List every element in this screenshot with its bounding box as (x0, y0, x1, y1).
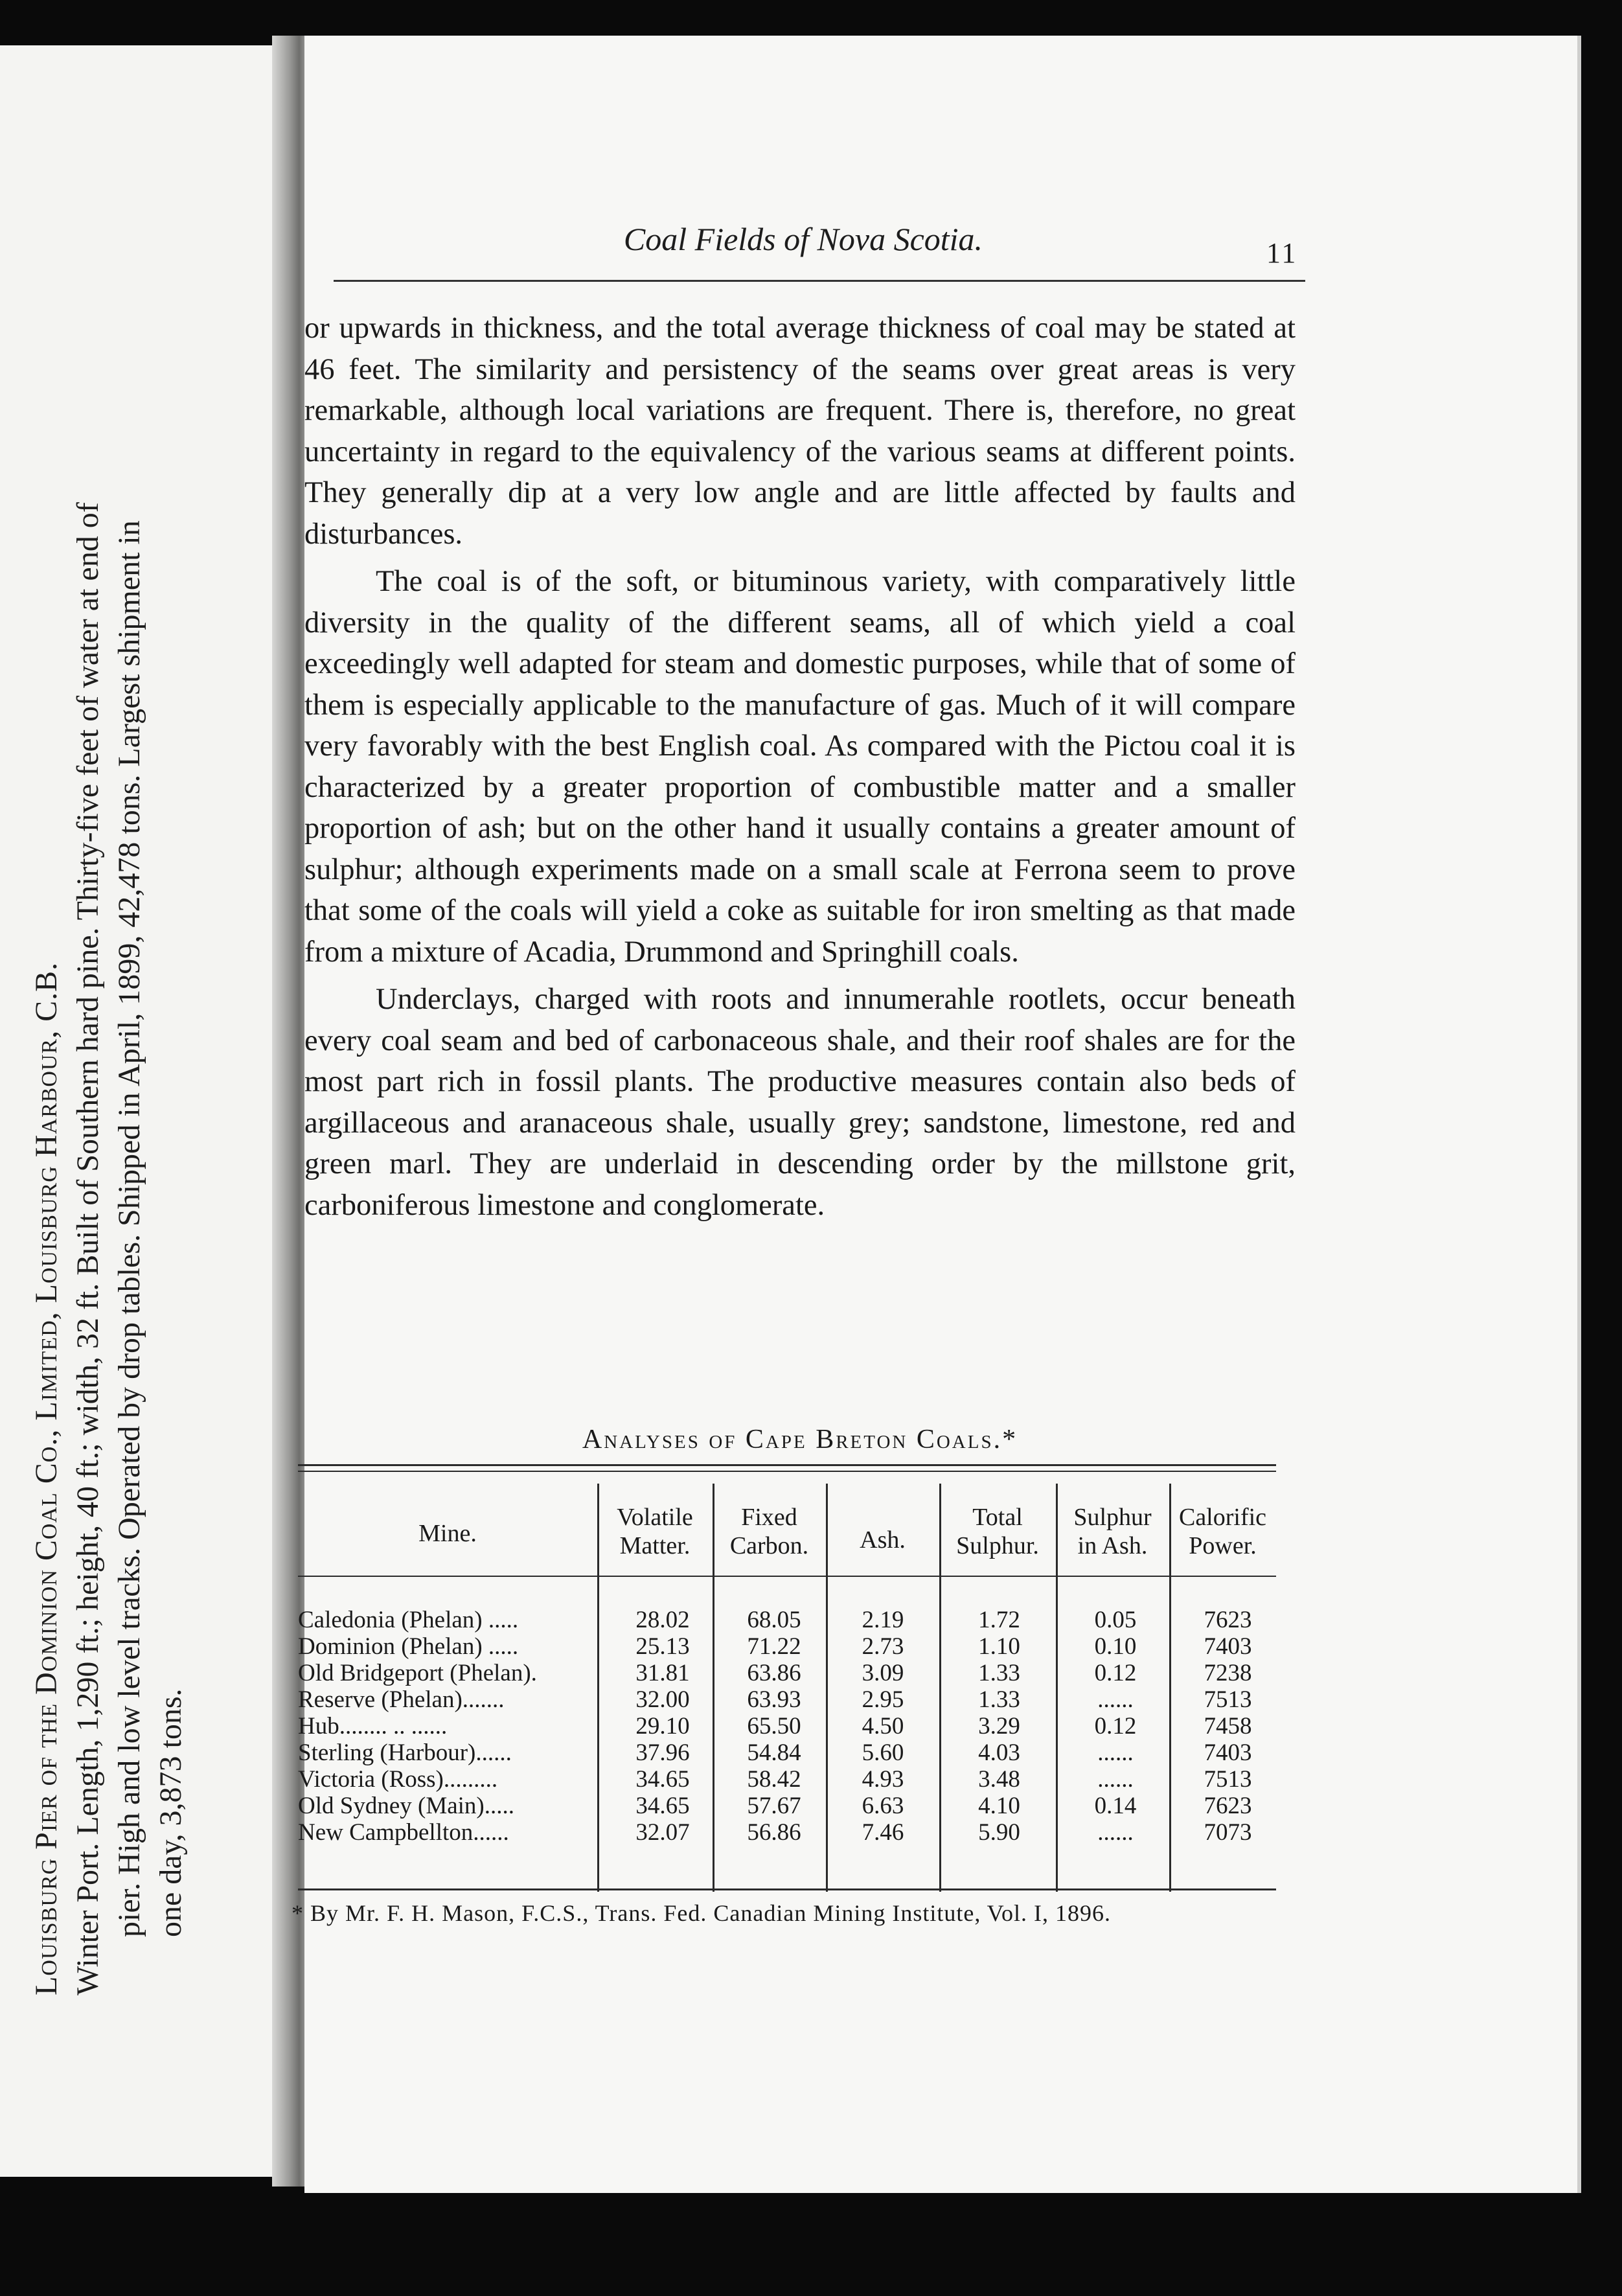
cell-volatile: 32.00 (635, 1686, 690, 1713)
table-top-rule (298, 1464, 1276, 1466)
cell-fixed: 68.05 (747, 1607, 801, 1633)
cell-ash: 2.19 (862, 1607, 904, 1633)
cell-volatile: 25.13 (635, 1633, 690, 1660)
cell-fixed: 63.93 (747, 1686, 801, 1713)
header-volatile-matter: Volatile Matter. (617, 1504, 693, 1559)
paragraph-3: Underclays, charged with roots and innumerahle rootlets, occur beneath every coal seam and bed of carbonaceous shale, and their roof shales are for the most part rich in fossil plants. The productive measures contain also beds of argillaceous and aranaceous shale, usually grey; sandstone, limestone, red and green marl. They are underlaid in descending order by the millstone grit, carboniferous limestone and conglomerate. (304, 983, 1296, 1222)
cell-sulphur: 3.48 (978, 1766, 1020, 1793)
cell-calorific: 7403 (1204, 1633, 1252, 1660)
cell-ash: 7.46 (862, 1819, 904, 1846)
cell-ash: 4.50 (862, 1713, 904, 1739)
cell-ash-sulphur: ...... (1097, 1766, 1134, 1793)
table-title: Analyses of Cape Breton Coals.* (582, 1425, 1018, 1454)
cell-calorific: 7403 (1204, 1739, 1252, 1766)
cell-fixed: 63.86 (747, 1660, 801, 1686)
header-calorific-power: Calorific Power. (1178, 1504, 1267, 1559)
cell-ash-sulphur: ...... (1097, 1739, 1134, 1766)
header-total-sulphur: Total Sulphur. (956, 1504, 1039, 1559)
cell-fixed: 65.50 (747, 1713, 801, 1739)
footnote (291, 1900, 1302, 1927)
table-row (298, 1739, 1276, 1766)
table-row (298, 1766, 1276, 1793)
cell-volatile: 31.81 (635, 1660, 690, 1686)
cell-volatile: 32.07 (635, 1819, 690, 1846)
caption-line-1: Winter Port. Length, 1,290 ft.; height, 40 ft.; width, 32 ft. Built of Southern hard pine. Thirty-five feet of water at end of (71, 502, 105, 1995)
caption-title: Louisburg Pier of the Dominion Coal Co., Limited, Louisburg Harbour, C.B. (29, 961, 63, 1995)
cell-ash-sulphur: 0.05 (1094, 1607, 1137, 1633)
cell-mine: Old Bridgeport (Phelan). (298, 1660, 537, 1686)
cell-ash: 2.95 (862, 1686, 904, 1713)
cell-ash: 2.73 (862, 1633, 904, 1660)
plate-caption (26, 117, 272, 1995)
cell-mine: Hub........ .. ...... (298, 1713, 448, 1739)
header-ash: Ash. (860, 1526, 906, 1554)
cell-sulphur: 4.10 (978, 1793, 1020, 1819)
cell-sulphur: 1.10 (978, 1633, 1020, 1660)
cell-mine: Reserve (Phelan)....... (298, 1686, 505, 1713)
cell-fixed: 58.42 (747, 1766, 801, 1793)
table-bottom-rule (298, 1888, 1276, 1890)
cell-sulphur: 5.90 (978, 1819, 1020, 1846)
cell-ash-sulphur: ...... (1097, 1686, 1134, 1713)
header-mine: Mine. (418, 1520, 477, 1547)
header-fixed-carbon: Fixed Carbon. (729, 1504, 809, 1559)
cell-mine: Victoria (Ross)......... (298, 1766, 498, 1793)
table-row (298, 1633, 1276, 1660)
header-rule (334, 280, 1305, 282)
cell-fixed: 56.86 (747, 1819, 801, 1846)
cell-mine: Dominion (Phelan) ..... (298, 1633, 519, 1660)
cell-volatile: 34.65 (635, 1793, 690, 1819)
table-top-rule-double (298, 1471, 1276, 1472)
cell-ash-sulphur: 0.12 (1094, 1713, 1137, 1739)
running-title: Coal Fields of Nova Scotia. (623, 221, 983, 257)
footnote-marker: * (291, 1900, 304, 1926)
table-row (298, 1713, 1276, 1739)
cell-fixed: 57.67 (747, 1793, 801, 1819)
header-underline (298, 1576, 1276, 1577)
cell-sulphur: 1.33 (978, 1686, 1020, 1713)
body-text (304, 308, 1296, 1226)
paragraph-1: or upwards in thickness, and the total average thickness of coal may be stated at 46 feet. The similarity and persistency of the seams over great areas is very remarkable, although local variations are frequent. There is, therefore, no great uncertainty in regard to the equivalency of the various seams at different points. They generally dip at a very low angle and are little affected by faults and disturbances. (304, 312, 1296, 551)
cell-volatile: 34.65 (635, 1766, 690, 1793)
cell-mine: Sterling (Harbour)...... (298, 1739, 512, 1766)
paragraph-2: The coal is of the soft, or bituminous variety, with comparatively little diversity in the quality of the different seams, all of which yield a coal exceedingly well adapted for steam and domestic purposes, while that of some of them is especially applicable to the manufacture of gas. Much of it will compare very favorably with the best English coal. As compared with the Pictou coal it is characterized by a greater proportion of combustible matter and a smaller proportion of ash; but on the other hand it usually contains a greater amount of sulphur; although experiments made on a small scale at Ferrona seem to prove that some of the coals will yield a coke as suitable for iron smelting as that made from a mixture of Acadia, Drummond and Springhill coals. (304, 565, 1296, 969)
table-row (298, 1660, 1276, 1686)
table-row (298, 1686, 1276, 1713)
cell-calorific: 7623 (1204, 1607, 1252, 1633)
cell-ash: 6.63 (862, 1793, 904, 1819)
table-row (298, 1793, 1276, 1819)
cell-sulphur: 1.33 (978, 1660, 1020, 1686)
cell-calorific: 7073 (1204, 1819, 1252, 1846)
cell-calorific: 7458 (1204, 1713, 1252, 1739)
cell-ash: 4.93 (862, 1766, 904, 1793)
table-row (298, 1607, 1276, 1633)
cell-volatile: 29.10 (635, 1713, 690, 1739)
table-row (298, 1819, 1276, 1846)
header-sulphur-in-ash: Sulphur in Ash. (1073, 1504, 1152, 1559)
caption-line-3: one day, 3,873 tons. (154, 1688, 188, 1937)
cell-fixed: 54.84 (747, 1739, 801, 1766)
caption-line-2: pier. High and low level tracks. Operated by drop tables. Shipped in April, 1899, 42,478 tons. Largest shipment in (112, 520, 146, 1937)
cell-calorific: 7238 (1204, 1660, 1252, 1686)
cell-volatile: 28.02 (635, 1607, 690, 1633)
cell-calorific: 7623 (1204, 1793, 1252, 1819)
table-body (298, 1607, 1276, 1846)
cell-mine: Caledonia (Phelan) ..... (298, 1607, 519, 1633)
cell-ash-sulphur: 0.12 (1094, 1660, 1137, 1686)
coal-analysis-table (298, 1464, 1276, 1890)
cell-volatile: 37.96 (635, 1739, 690, 1766)
cell-mine: New Campbellton...... (298, 1819, 509, 1846)
cell-sulphur: 3.29 (978, 1713, 1020, 1739)
footnote-text: By Mr. F. H. Mason, F.C.S., Trans. Fed. Canadian Mining Institute, Vol. I, 1896. (310, 1900, 1112, 1926)
cell-sulphur: 1.72 (978, 1607, 1020, 1633)
cell-calorific: 7513 (1204, 1686, 1252, 1713)
cell-fixed: 71.22 (747, 1633, 801, 1660)
page-number: 11 (1266, 237, 1298, 269)
cell-calorific: 7513 (1204, 1766, 1252, 1793)
cell-ash-sulphur: ...... (1097, 1819, 1134, 1846)
cell-ash-sulphur: 0.10 (1094, 1633, 1137, 1660)
cell-ash-sulphur: 0.14 (1094, 1793, 1137, 1819)
cell-sulphur: 4.03 (978, 1739, 1020, 1766)
cell-ash: 5.60 (862, 1739, 904, 1766)
cell-mine: Old Sydney (Main)..... (298, 1793, 514, 1819)
cell-ash: 3.09 (862, 1660, 904, 1686)
